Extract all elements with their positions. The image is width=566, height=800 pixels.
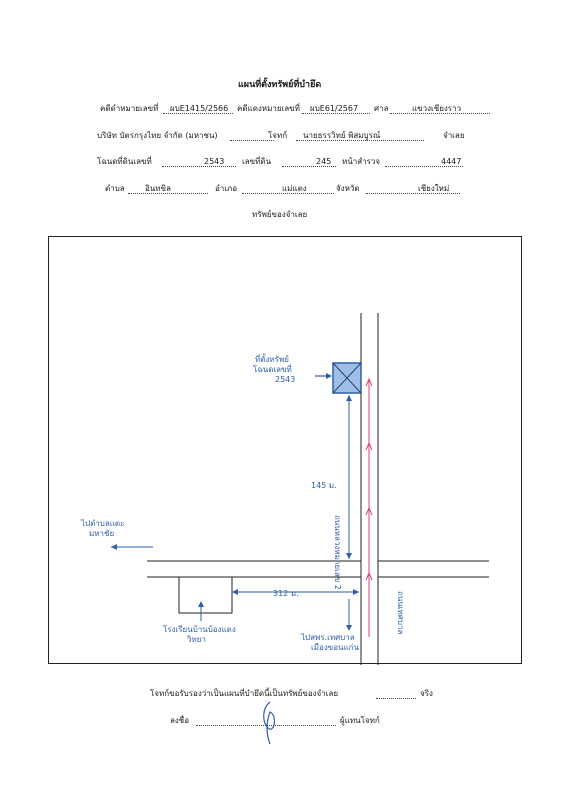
- survey-page-number: 4447: [441, 157, 462, 166]
- court-name: แขวงเชียงราว: [412, 104, 462, 113]
- signature-role: ผู้แทนโจทก์: [340, 716, 380, 725]
- bottom-destination-line2: เมืองขอนแก่น: [311, 643, 359, 652]
- document-subtitle: ทรัพย์ของจำเลย: [252, 210, 308, 219]
- bottom-destination-line1: ไปสพร.เทศบาล: [301, 633, 355, 642]
- defendant-label: จำเลย: [443, 131, 465, 140]
- black-case-number: ผบE1415/2566: [170, 104, 229, 113]
- main-road-label: ถนนหลวงหมายเลข 2: [333, 515, 342, 590]
- lower-road-label: ถนนเทศบาล: [396, 591, 405, 635]
- province-name: เชียงใหม่: [418, 184, 450, 193]
- property-label-line2: โฉนดเลขที่: [253, 365, 292, 374]
- court-label: ศาล: [374, 104, 389, 113]
- red-case-label: คดีแดงหมายเลขที่: [237, 104, 300, 113]
- black-case-label: คดีดำหมายเลขที่: [100, 104, 159, 113]
- district-label: อำเภอ: [215, 184, 238, 193]
- red-case-number: ผบE61/2567: [310, 104, 359, 113]
- certification-text: โจทก์ขอรับรองว่าเป็นแผนที่บำยึดนี้เป็นทรัพย์ของจำเลย: [150, 689, 339, 698]
- property-label-line3: 2543: [275, 375, 296, 384]
- survey-page-label: หน้าสำรวจ: [342, 157, 381, 166]
- left-destination-line1: ไปตำบลแตะ: [81, 519, 125, 528]
- certification-suffix: จริง: [420, 689, 433, 698]
- land-number: 245: [316, 157, 332, 166]
- defendant-name: นายธรรวิทย์ พิสมบูรณ์: [303, 131, 381, 140]
- signature-label: ลงชื่อ: [170, 716, 190, 725]
- subdistrict-label: ตำบล: [105, 184, 125, 193]
- vertical-distance-label: 145 ม.: [311, 481, 337, 490]
- district-name: แม่แตง: [282, 184, 307, 193]
- plaintiff-label: โจทก์: [268, 131, 288, 140]
- horizontal-distance-label: 312 ม.: [273, 589, 299, 598]
- left-destination-line2: มหาชัย: [89, 529, 115, 538]
- school-label-line1: โรงเรียนบ้านบ้องแดง: [163, 625, 236, 634]
- province-label: จังหวัด: [336, 184, 360, 193]
- title-deed-number: 2543: [204, 157, 225, 166]
- land-number-label: เลขที่ดิน: [242, 157, 272, 166]
- plaintiff-name: บริษัท บัตรกรุงไทย จำกัด (มหาชน): [97, 131, 218, 140]
- subdistrict-name: อินทขิล: [145, 184, 171, 193]
- school-label-line2: วิทยา: [187, 635, 206, 644]
- title-deed-label: โฉนดที่ดินเลขที่: [97, 157, 152, 166]
- property-label-line1: ที่ตั้งทรัพย์: [255, 355, 289, 364]
- document-title: แผนที่ตั้งทรัพย์ที่บำยึด: [238, 80, 322, 90]
